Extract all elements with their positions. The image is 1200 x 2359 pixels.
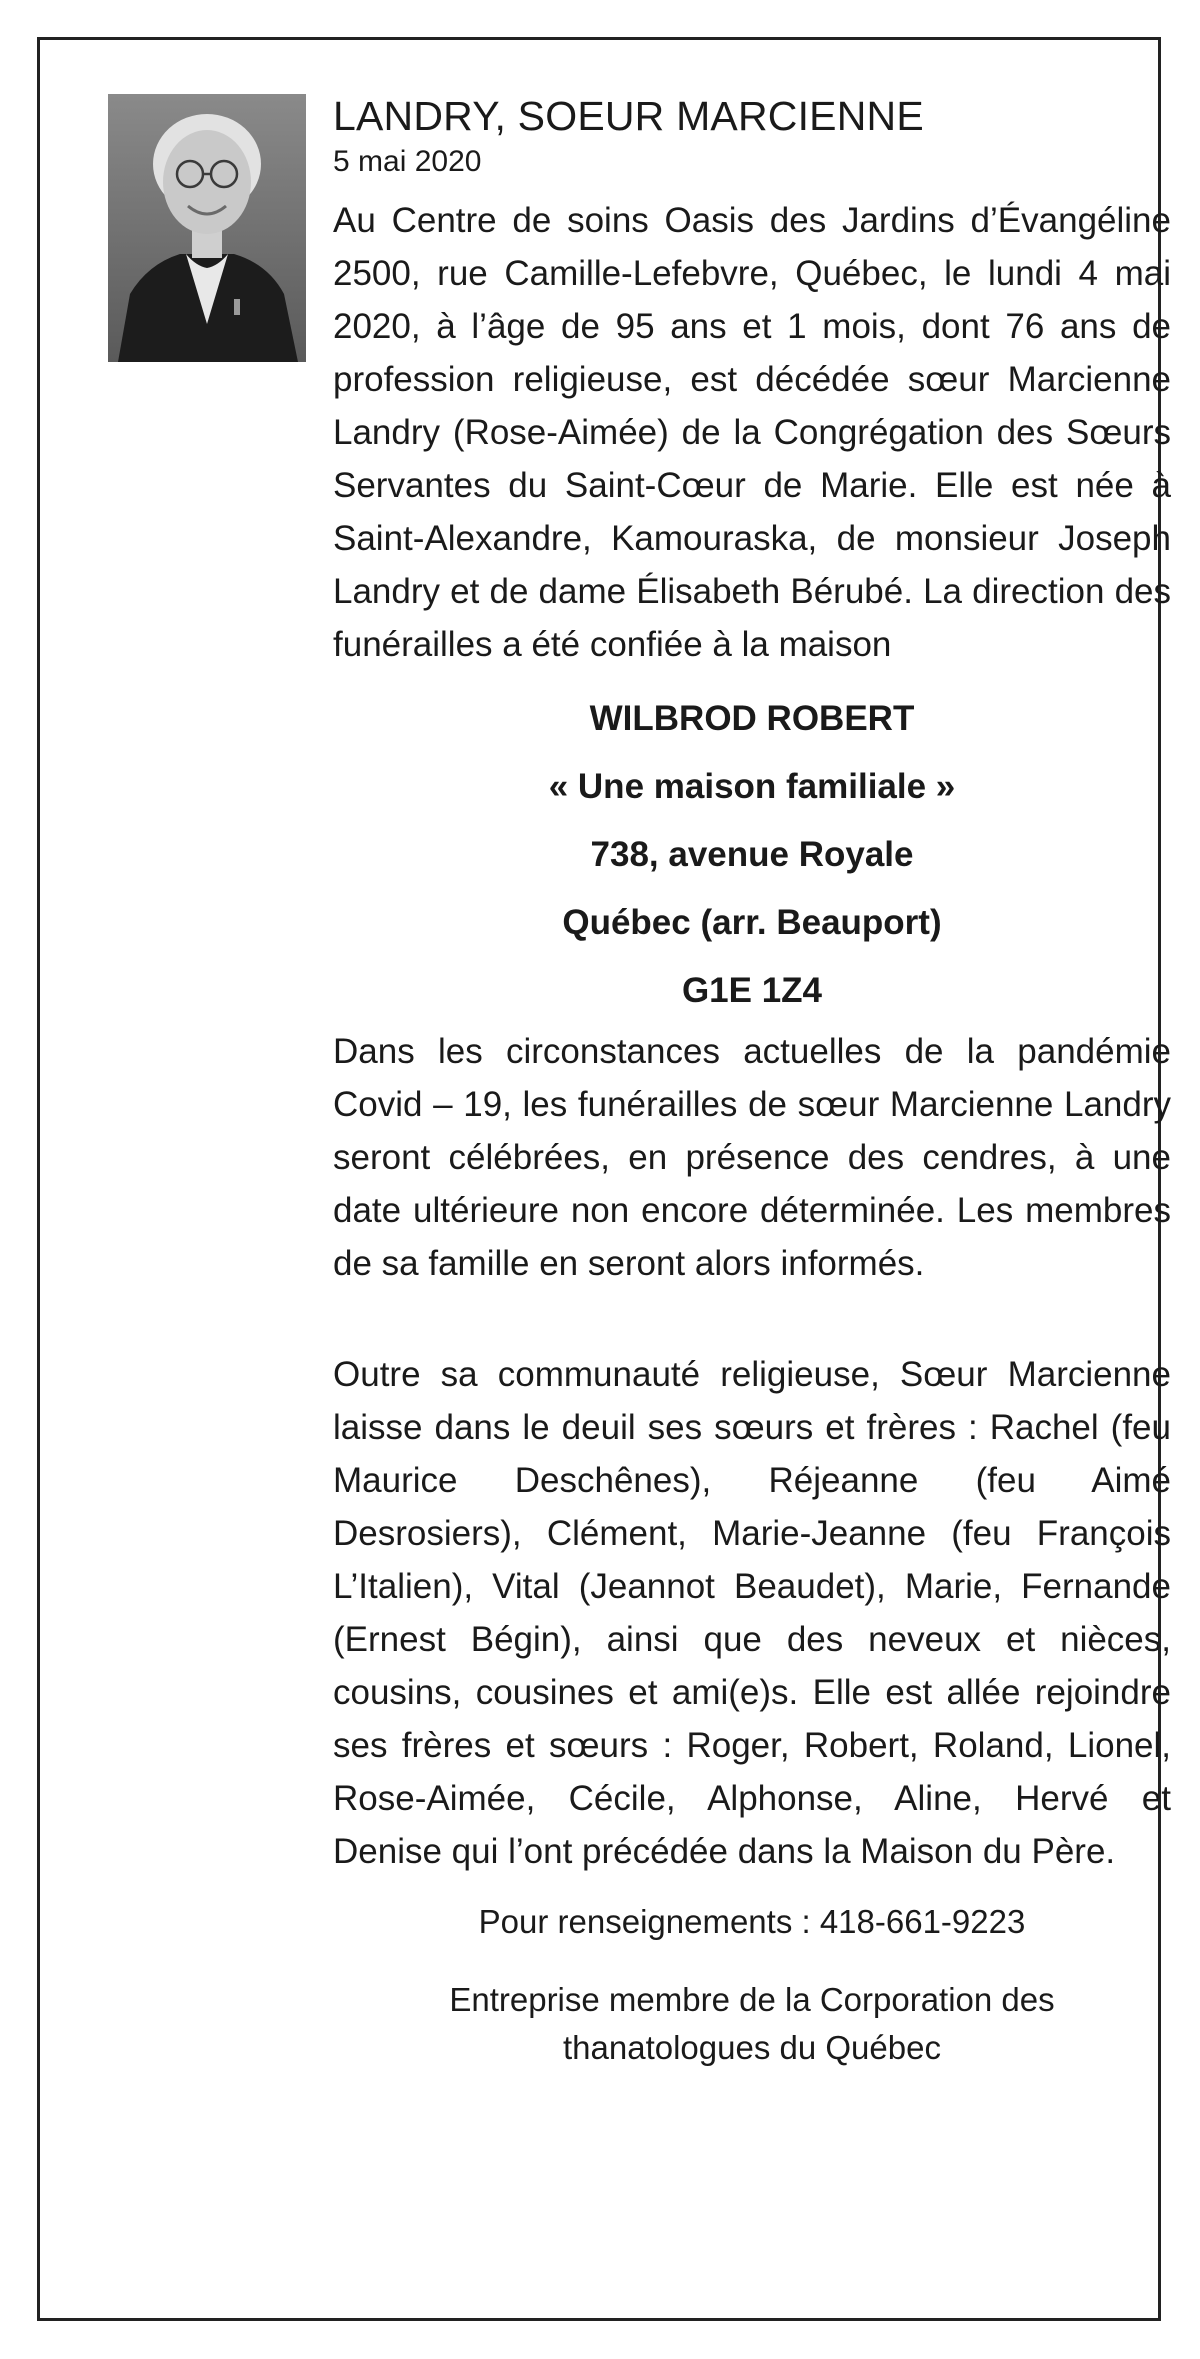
obituary-content: [333, 90, 1171, 2072]
funeral-home-block: [333, 685, 1171, 1025]
corporation-note: [333, 1976, 1171, 2072]
funeral-home-slogan: « Une maison familiale »: [548, 767, 956, 806]
funeral-home-postal-code: G1E 1Z4: [681, 971, 823, 1010]
family-paragraph: Outre sa communauté religieuse, Sœur Marcienne laisse dans le deuil ses sœurs et frères : Rachel (feu Maurice Deschênes), Réjeanne (feu Aimé Desrosiers), Clément, Marie-Jeanne (feu François L’Italien), Vital (Jeannot Beaudet), Marie, Fernande (Ernest Bégin), ainsi que des neveux et nièces, cousins, cousines et ami(e)s. Elle est allée rejoindre ses frères et sœurs : Roger, Robert, Roland, Lionel, Rose-Aimée, Cécile, Alphonse, Aline, Hervé et Denise qui l’ont précédée dans la Maison du Père.: [333, 1355, 1171, 1871]
portrait-photo: [108, 94, 306, 362]
corporation-line-1: Entreprise membre de la Corporation des: [449, 1981, 1055, 2018]
funeral-home-city: Québec (arr. Beauport): [562, 903, 942, 942]
intro-paragraph: Au Centre de soins Oasis des Jardins d’Évangéline 2500, rue Camille-Lefebvre, Québec, le lundi 4 mai 2020, à l’âge de 95 ans et 1 mois, dont 76 ans de profession religieuse, est décédée sœur Marcienne Landry (Rose-Aimée) de la Congrégation des Sœurs Servantes du Saint-Cœur de Marie. Elle est née à Saint-Alexandre, Kamouraska, de monsieur Joseph Landry et de dame Élisabeth Bérubé. La direction des funérailles a été confiée à la maison: [333, 201, 1171, 664]
deceased-name: LANDRY, SOEUR MARCIENNE: [333, 93, 924, 139]
funeral-home-address: 738, avenue Royale: [590, 835, 914, 874]
funeral-home-name: WILBROD ROBERT: [589, 699, 915, 738]
spacer: [333, 1290, 1171, 1348]
ceremony-paragraph: Dans les circonstances actuelles de la pandémie Covid – 19, les funérailles de sœur Marcienne Landry seront célébrées, en présence des cendres, à une date ultérieure non encore déterminée. Les membres de sa famille en seront alors informés.: [333, 1032, 1171, 1283]
publication-date: 5 mai 2020: [333, 145, 482, 178]
contact-info: Pour renseignements : 418-661-9223: [478, 1903, 1026, 1940]
obituary-frame: [37, 37, 1171, 2321]
corporation-line-2: thanatologues du Québec: [563, 2029, 941, 2066]
